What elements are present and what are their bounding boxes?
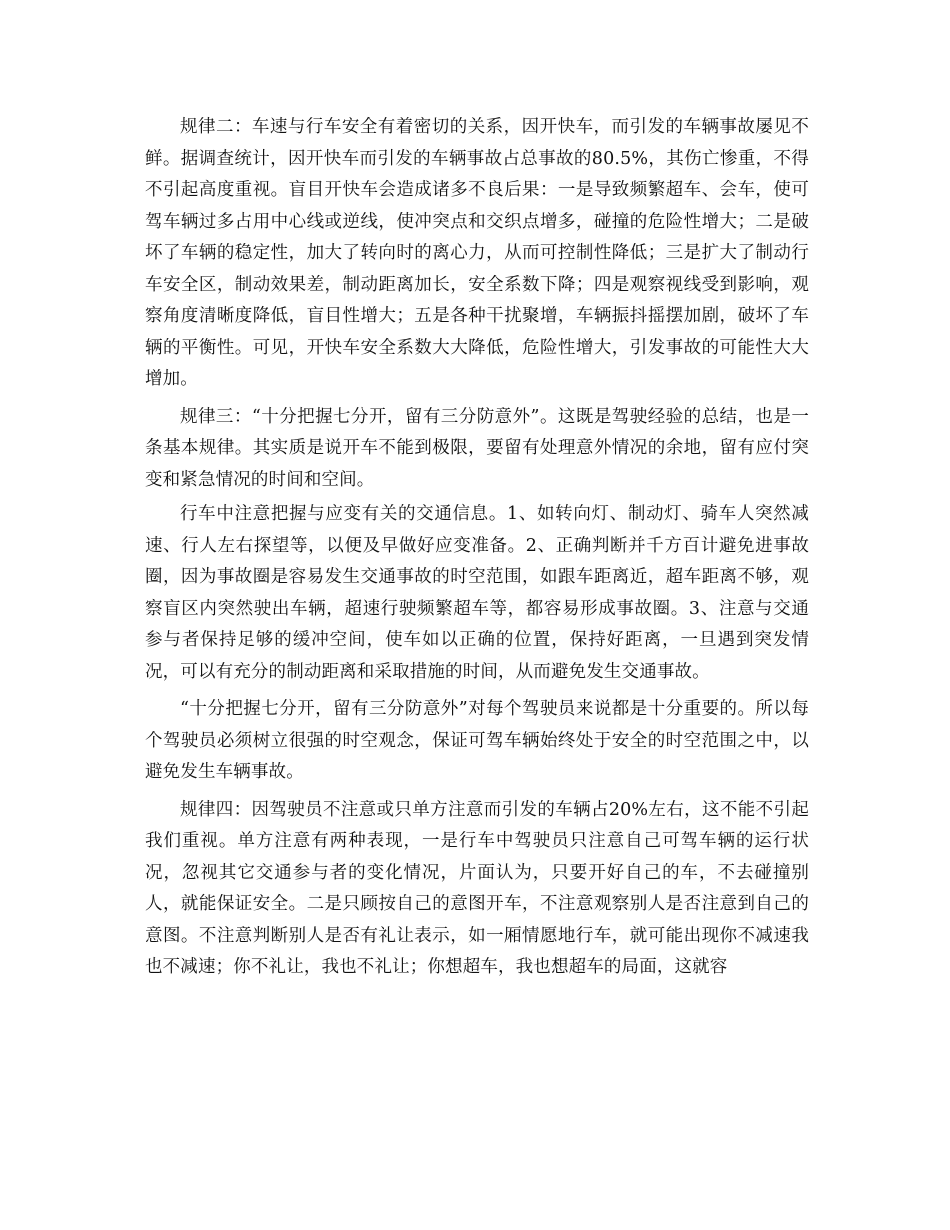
document-page — [145, 112, 809, 990]
paragraph-rule-three: 规律三：“十分把握七分开，留有三分防意外”。这既是驾驶经验的总结，也是一条基本规律。其实质是说开车不能到极限，要留有处理意外情况的余地，留有应付突变和紧急情况的时间和空间。 — [145, 406, 809, 490]
paragraph-time-space: “十分把握七分开，留有三分防意外”对每个驾驶员来说都是十分重要的。所以每个驾驶员必须树立很强的时空观念，保证可驾车辆始终处于安全的时空范围之中，以避免发生车辆事故。 — [145, 699, 809, 782]
paragraph-rule-two: 规律二：车速与行车安全有着密切的关系，因开快车，而引发的车辆事故屡见不鲜。据调查统计，因开快车而引发的车辆事故占总事故的80.5%，其伤亡惨重，不得不引起高度重视。盲目开快车会造成诸多不良后果：一是导致频繁超车、会车，使可驾车辆过多占用中心线或逆线，使冲突点和交织点增多，碰撞的危险性增大；二是破坏了车辆的稳定性，加大了转向时的离心力，从而可控制性降低；三是扩大了制动行车安全区，制动效果差，制动距离加长，安全系数下降；四是观察视线受到影响，观察角度清晰度降低，盲目性增大；五是各种干扰聚增，车辆振抖摇摆加剧，破坏了车辆的平衡性。可见，开快车安全系数大大降低，危险性增大，引发事故的可能性大大增加。 — [145, 117, 809, 389]
paragraph-traffic-info: 行车中注意把握与应变有关的交通信息。1、如转向灯、制动灯、骑车人突然减速、行人左右探望等，以便及早做好应变准备。2、正确判断并千方百计避免进事故圈，因为事故圈是容易发生交通事故的时空范围，如跟车距离近，超车距离不够，观察盲区内突然驶出车辆，超速行驶频繁超车等，都容易形成事故圈。3、注意与交通参与者保持足够的缓冲空间，使车如以正确的位置，保持好距离，一旦遇到突发情况，可以有充分的制动距离和采取措施的时间，从而避免发生交通事故。 — [145, 504, 809, 682]
paragraph-rule-four: 规律四：因驾驶员不注意或只单方注意而引发的车辆占20%左右，这不能不引起我们重视。单方注意有两种表现，一是行车中驾驶员只注意自己可驾车辆的运行状况，忽视其它交通参与者的变化情况，片面认为，只要开好自己的车，不去碰撞别人，就能保证安全。二是只顾按自己的意图开车，不注意观察别人是否注意到自己的意图。不注意判断别人是否有礼让表示，如一厢情愿地行车，就可能出现你不减速我也不减速；你不礼让，我也不礼让；你想超车，我也想超车的局面，这就容 — [145, 799, 809, 977]
